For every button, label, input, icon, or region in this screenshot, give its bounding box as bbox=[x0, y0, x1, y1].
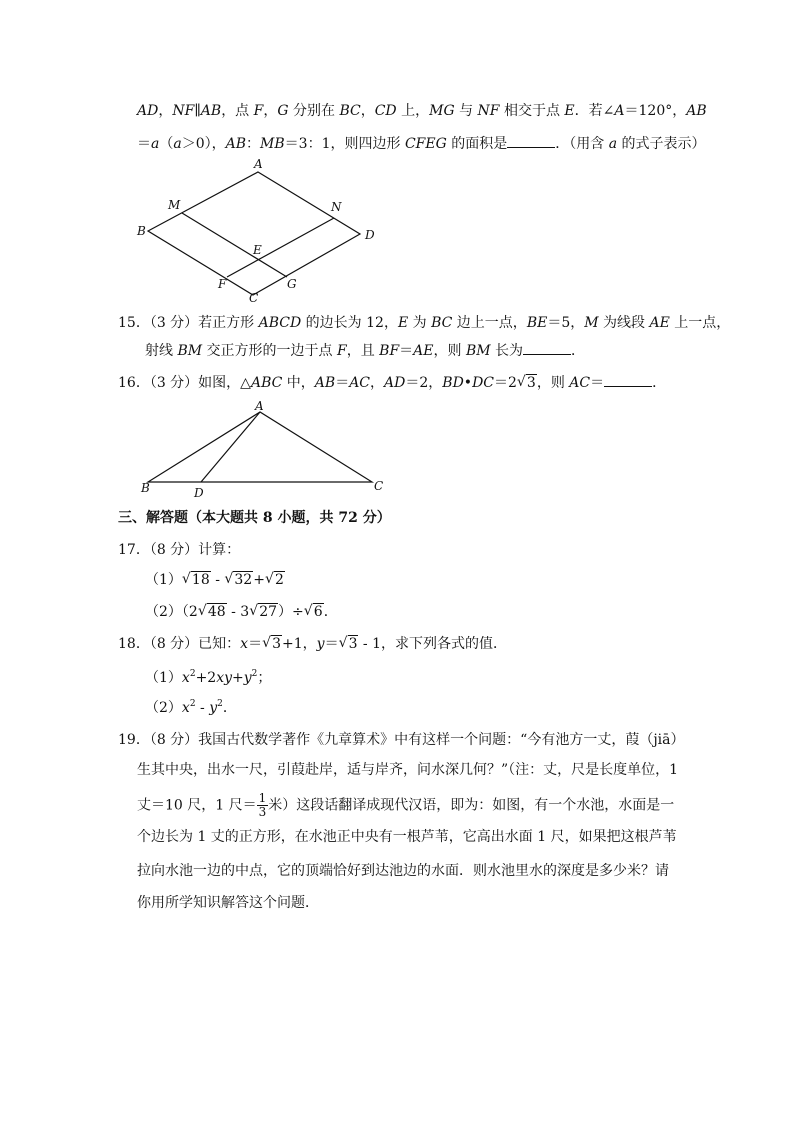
text: 分别在 bbox=[288, 103, 340, 119]
text: ＝120°， bbox=[624, 103, 687, 119]
text: 相交于点 bbox=[499, 103, 565, 119]
sqrt: √ 3 bbox=[516, 374, 536, 391]
text: BM bbox=[465, 343, 491, 359]
text: 上一点， bbox=[669, 315, 731, 331]
answer-blank[interactable] bbox=[507, 133, 555, 148]
text: ， bbox=[263, 103, 278, 119]
text: AB bbox=[686, 103, 707, 119]
text: A bbox=[614, 103, 625, 119]
text: y bbox=[316, 636, 325, 652]
triangle-figure bbox=[135, 398, 395, 500]
sqrt: √ 18 bbox=[181, 571, 210, 588]
q19-line-1: 19．（8 分）我国古代数学著作《九章算术》中有这样一个问题：“今有池方一丈，葭（jiā） bbox=[118, 732, 685, 748]
text: AE bbox=[413, 343, 434, 359]
q17-line-1: 17．（8 分）计算： bbox=[118, 542, 241, 558]
text: M bbox=[584, 315, 599, 331]
section-heading: 三、解答题（本大题共 8 小题，共 72 分） bbox=[118, 510, 391, 526]
text: 边上一点， bbox=[452, 315, 527, 331]
text: BM bbox=[177, 343, 203, 359]
text: AD bbox=[384, 375, 406, 391]
sqrt: √ 27 bbox=[249, 603, 278, 620]
text: DC bbox=[472, 375, 494, 391]
text: ＞0）， bbox=[181, 136, 226, 152]
text: ，且 bbox=[346, 343, 380, 359]
text: BD bbox=[442, 375, 464, 391]
rhombus-abcd bbox=[148, 172, 360, 295]
radicand: 18 bbox=[191, 572, 210, 588]
q19-line-2: 生其中央，出水一尺，引葭赴岸，适与岸齐，问水深几何？”（注：丈，尺是长度单位，1 bbox=[137, 762, 679, 778]
text: AB bbox=[314, 375, 336, 391]
text: 18．（8 分）已知： bbox=[118, 636, 241, 652]
q15-line-1 bbox=[118, 313, 730, 333]
q18-line-1 bbox=[118, 634, 507, 654]
rhombus-figure bbox=[130, 155, 380, 305]
label-f: F bbox=[218, 277, 227, 291]
exponent: 2 bbox=[251, 669, 258, 679]
text: xy bbox=[216, 670, 233, 686]
label-c: C bbox=[249, 291, 259, 305]
radicand: 6 bbox=[313, 604, 323, 620]
label-a: A bbox=[254, 157, 263, 171]
text: MG bbox=[429, 103, 455, 119]
q18-part-1 bbox=[145, 664, 271, 688]
text: ，点 bbox=[221, 103, 254, 119]
text: AB bbox=[225, 136, 247, 152]
text: - bbox=[195, 700, 210, 716]
text: ＝2， bbox=[405, 375, 443, 391]
text: +2 bbox=[195, 670, 217, 686]
label-a: A bbox=[255, 399, 264, 413]
text: BE bbox=[526, 315, 548, 331]
exponent: 2 bbox=[217, 699, 223, 709]
text: （1） bbox=[145, 572, 182, 588]
radicand: 3 bbox=[348, 636, 358, 652]
text: ABCD bbox=[258, 315, 302, 331]
text: ， bbox=[360, 103, 375, 119]
sqrt: √ 48 bbox=[197, 603, 226, 620]
text: ． bbox=[222, 700, 237, 716]
label-e: E bbox=[253, 243, 262, 257]
sqrt: √ 6 bbox=[303, 603, 323, 620]
fraction bbox=[257, 792, 269, 819]
q17-part-1 bbox=[145, 570, 285, 590]
numerator: 1 bbox=[258, 791, 267, 805]
text: （2）（2 bbox=[145, 604, 198, 620]
text: （2） bbox=[145, 700, 182, 716]
label-d: D bbox=[194, 486, 204, 500]
text: - bbox=[210, 572, 225, 588]
triangle-abc bbox=[148, 412, 372, 482]
text: ＝2 bbox=[494, 375, 517, 391]
segment-mg bbox=[182, 213, 287, 277]
radicand: 32 bbox=[234, 572, 253, 588]
text: ）÷ bbox=[278, 604, 304, 620]
text: BC bbox=[431, 315, 453, 331]
sqrt: √ 2 bbox=[264, 571, 284, 588]
text: AC bbox=[349, 375, 371, 391]
text: ． bbox=[652, 375, 667, 391]
text: 上， bbox=[396, 103, 430, 119]
text: ， bbox=[158, 103, 173, 119]
segment-nf bbox=[227, 218, 334, 277]
text: AC bbox=[569, 375, 591, 391]
sqrt: √ 3 bbox=[262, 635, 281, 652]
text: F bbox=[253, 103, 264, 119]
text: E bbox=[397, 315, 409, 331]
q15-line-2 bbox=[145, 340, 585, 361]
label-c: C bbox=[374, 479, 384, 493]
label-n: N bbox=[331, 200, 342, 214]
text: y bbox=[243, 670, 252, 686]
text: ＝ bbox=[590, 375, 605, 391]
text: ： bbox=[246, 136, 261, 152]
sqrt: √ 3 bbox=[338, 635, 358, 652]
label-b: B bbox=[137, 224, 146, 238]
q14-line-1 bbox=[137, 101, 707, 121]
text: AE bbox=[649, 315, 670, 331]
text: NF bbox=[477, 103, 500, 119]
text: y bbox=[209, 700, 218, 716]
text: • bbox=[463, 375, 473, 391]
q19-line-3 bbox=[137, 792, 674, 819]
text: CFEG bbox=[404, 136, 447, 152]
sqrt: √ 32 bbox=[224, 571, 253, 588]
text: BF bbox=[379, 343, 400, 359]
text: +1， bbox=[282, 636, 317, 652]
text: E bbox=[564, 103, 575, 119]
text: 的面积是 bbox=[446, 136, 508, 152]
q19-line-6: 你用所学知识解答这个问题． bbox=[137, 895, 319, 911]
text: ＝ bbox=[324, 636, 339, 652]
text: NF bbox=[172, 103, 195, 119]
text: ，则 bbox=[536, 375, 570, 391]
exponent: 2 bbox=[189, 699, 196, 709]
label-g: G bbox=[287, 277, 297, 291]
answer-blank[interactable] bbox=[604, 372, 652, 387]
text: 射线 bbox=[145, 343, 178, 359]
text: MB bbox=[260, 136, 285, 152]
text: ＝ bbox=[335, 375, 350, 391]
text: ， bbox=[370, 375, 385, 391]
text: + bbox=[253, 572, 265, 588]
segment-ad bbox=[201, 412, 260, 482]
text: ； bbox=[257, 670, 272, 686]
text: （ bbox=[159, 136, 174, 152]
text: 丈＝10 尺，1 尺＝ bbox=[137, 797, 257, 814]
text: AD bbox=[137, 103, 159, 119]
label-m: M bbox=[168, 198, 181, 212]
text: ．若∠ bbox=[574, 103, 615, 119]
text: CD bbox=[374, 103, 397, 119]
text: ＝ bbox=[248, 636, 263, 652]
text: a bbox=[151, 136, 160, 152]
text: ＝3：1，则四边形 bbox=[284, 136, 405, 152]
text: 中， bbox=[282, 375, 315, 391]
text: - 1，求下列各式的值． bbox=[358, 636, 508, 652]
text: BC bbox=[339, 103, 361, 119]
text: - 3 bbox=[226, 604, 250, 620]
text: 米）这段话翻译成现代汉语，即为：如图，有一个水池，水面是一 bbox=[268, 797, 675, 814]
text: ．（用含 bbox=[555, 136, 609, 152]
text: 的式子表示） bbox=[617, 136, 706, 152]
text: x bbox=[240, 636, 249, 652]
text: AB bbox=[200, 103, 222, 119]
text: ． bbox=[571, 343, 586, 359]
text: F bbox=[336, 343, 347, 359]
radicand: 3 bbox=[272, 636, 281, 652]
text: （1） bbox=[145, 670, 182, 686]
text: ＝ bbox=[399, 343, 414, 359]
q18-part-2 bbox=[145, 694, 237, 718]
label-b: B bbox=[141, 481, 150, 495]
text: x bbox=[181, 700, 190, 716]
text: 15．（3 分）若正方形 bbox=[118, 315, 259, 331]
q17-part-2 bbox=[145, 602, 338, 622]
text: ∥ bbox=[194, 103, 201, 119]
text: + bbox=[232, 670, 244, 686]
text: x bbox=[181, 670, 190, 686]
text: 长为 bbox=[490, 343, 524, 359]
q16-line-1 bbox=[118, 372, 666, 393]
text: ． bbox=[323, 604, 338, 620]
q19-line-5: 拉向水池一边的中点，它的顶端恰好到达池边的水面．则水池里水的深度是多少米？请 bbox=[137, 863, 669, 879]
text: 与 bbox=[454, 103, 478, 119]
text: ＝ bbox=[137, 136, 151, 152]
radicand: 3 bbox=[526, 375, 536, 391]
radicand: 27 bbox=[259, 604, 278, 620]
q14-line-2 bbox=[137, 133, 706, 154]
text: ，则 bbox=[433, 343, 466, 359]
denominator: 3 bbox=[258, 805, 267, 819]
text: a bbox=[608, 136, 618, 152]
text: a bbox=[173, 136, 182, 152]
label-d: D bbox=[365, 228, 375, 242]
text: 16．（3 分）如图，△ bbox=[118, 375, 251, 391]
text: ABC bbox=[250, 375, 283, 391]
text: 为 bbox=[408, 315, 432, 331]
radicand: 2 bbox=[274, 572, 284, 588]
text: G bbox=[277, 103, 289, 119]
answer-blank[interactable] bbox=[523, 340, 571, 355]
text: 交正方形的一边于点 bbox=[202, 343, 337, 359]
q19-line-4: 个边长为 1 丈的正方形，在水池正中央有一根芦苇，它高出水面 1 尺，如果把这根芦苇 bbox=[137, 829, 677, 845]
text: 为线段 bbox=[598, 315, 650, 331]
radicand: 48 bbox=[207, 604, 226, 620]
text: 的边长为 12， bbox=[301, 315, 398, 331]
text: ＝5， bbox=[547, 315, 585, 331]
exponent: 2 bbox=[189, 669, 196, 679]
